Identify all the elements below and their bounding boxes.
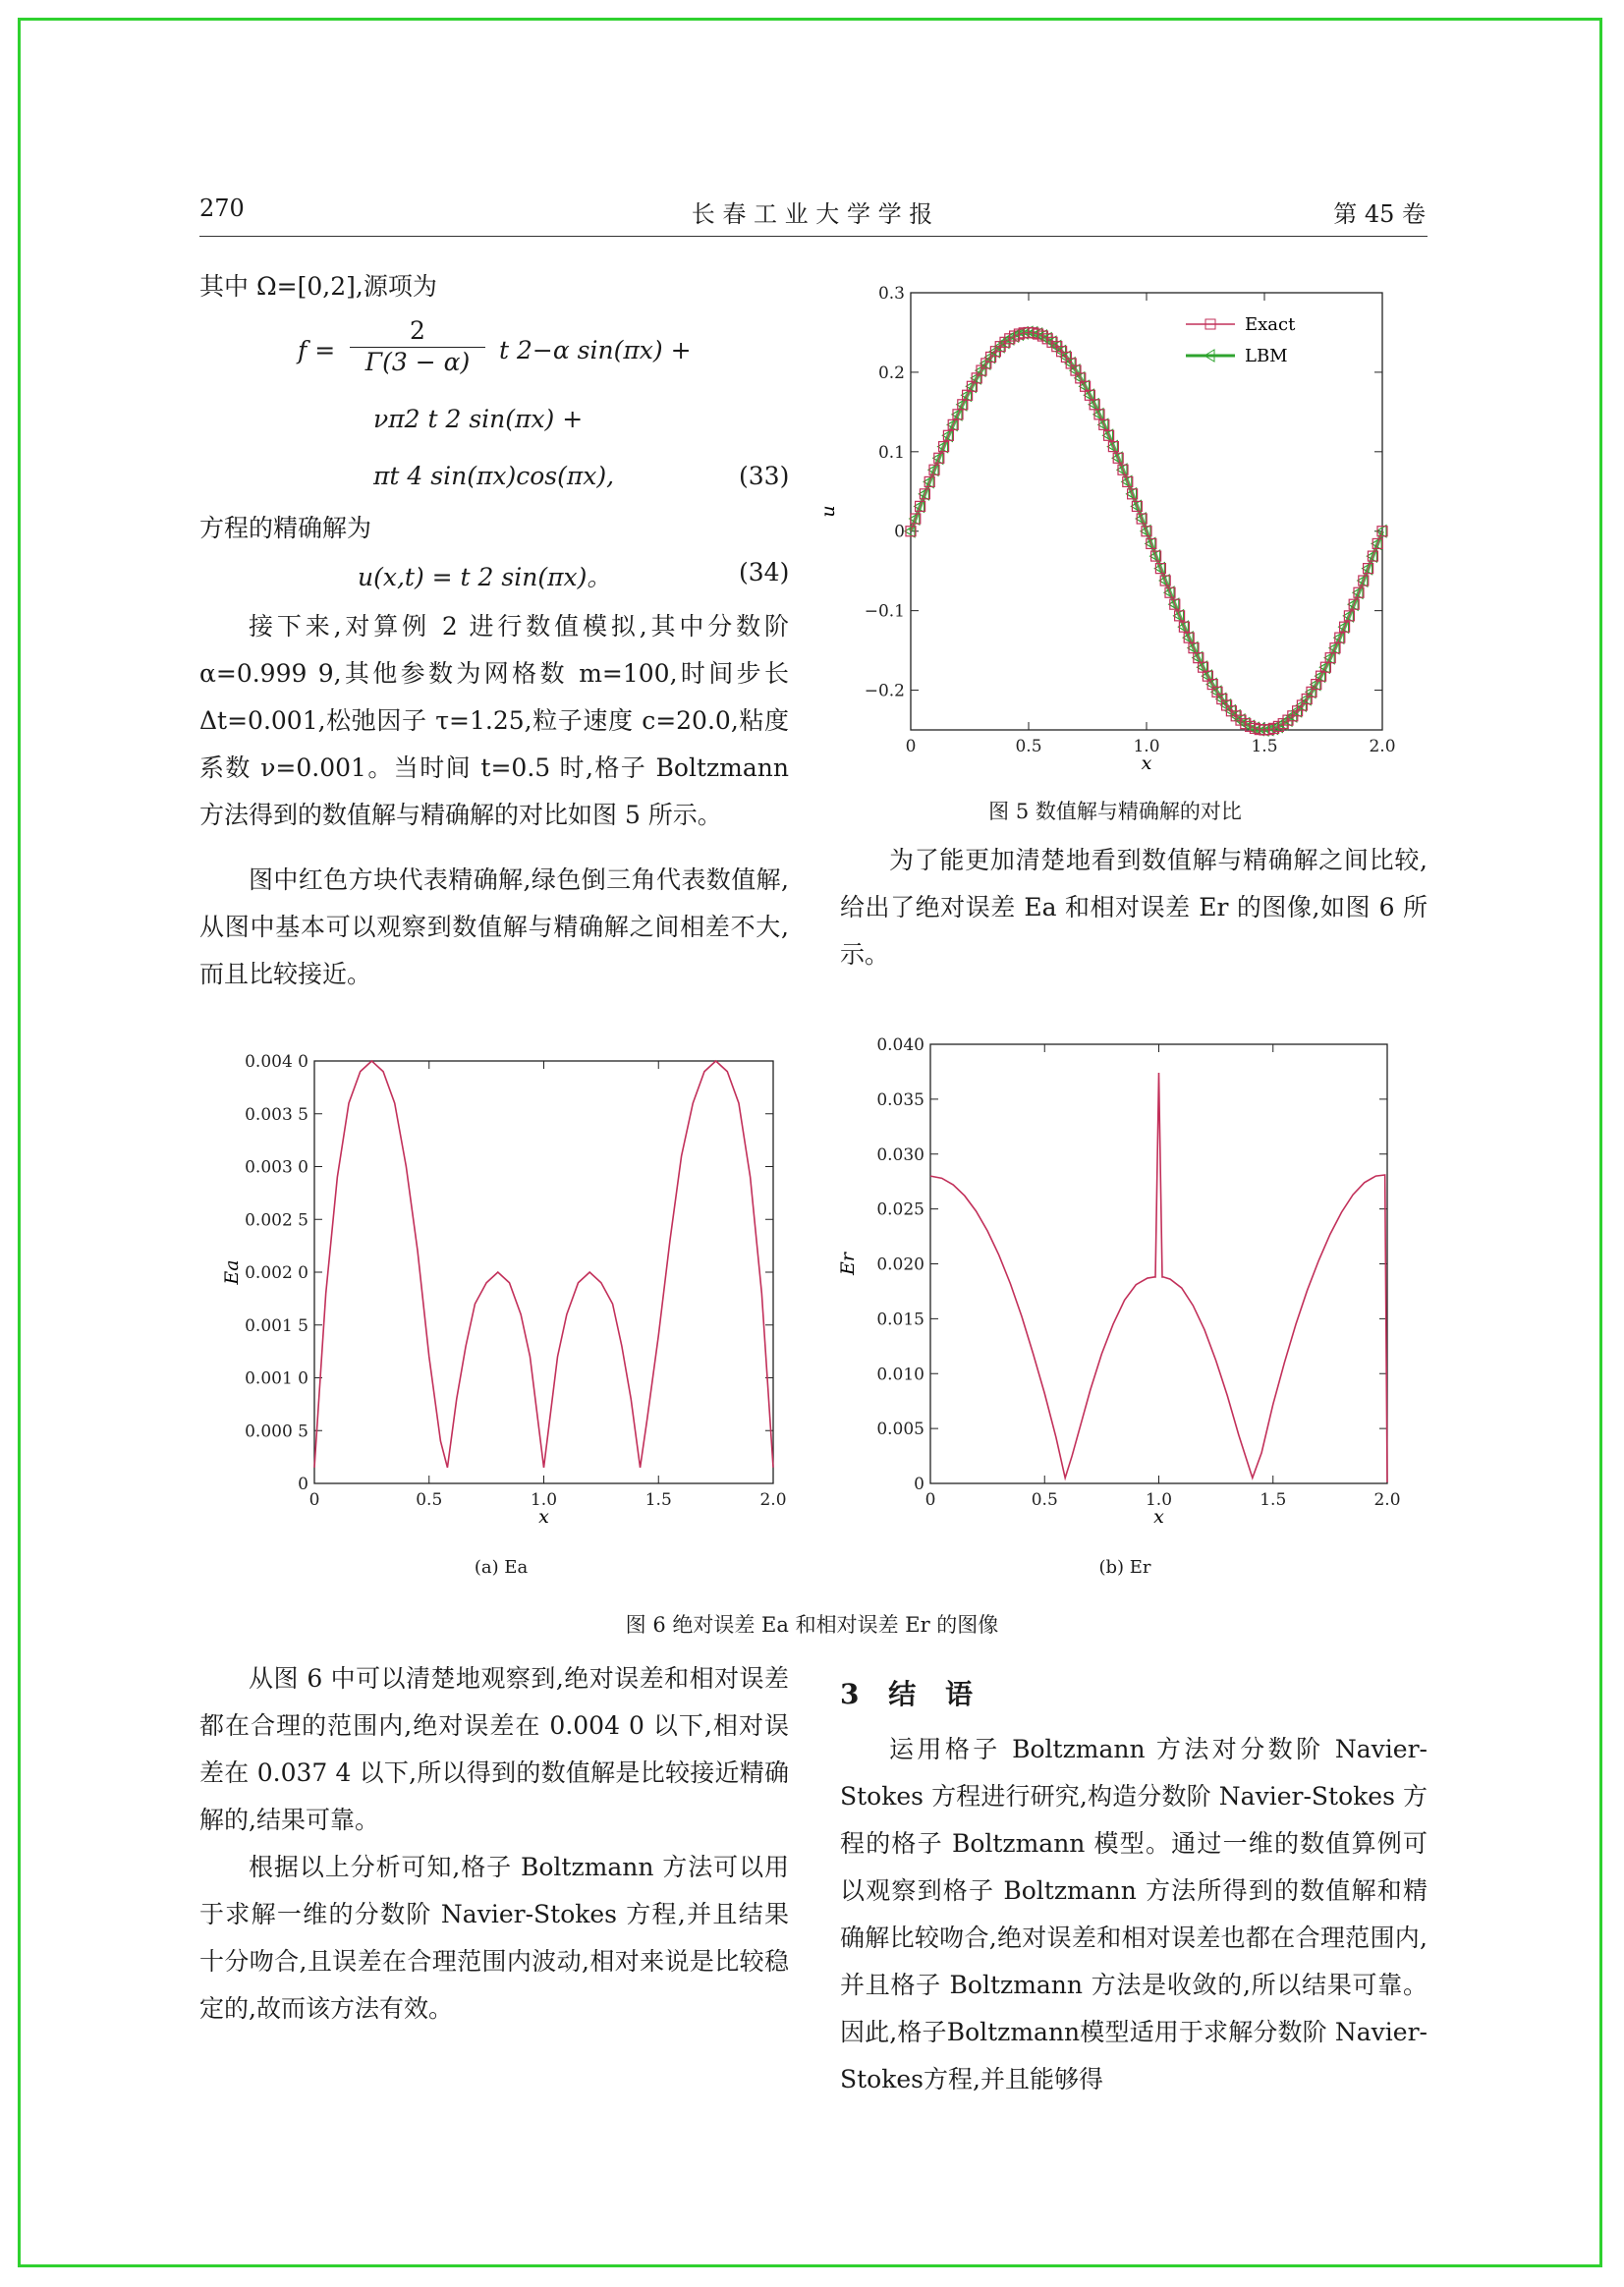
y-tick-label: 0 xyxy=(894,522,905,542)
page-number: 270 xyxy=(199,195,245,222)
y-tick-label: 0.015 xyxy=(876,1310,924,1330)
y-tick-label: 0 xyxy=(298,1475,308,1494)
x-tick-label: 1.5 xyxy=(1260,1490,1287,1510)
x-tick-label: 0 xyxy=(905,737,917,756)
paragraph-error-analysis: 从图 6 中可以清楚地观察到,绝对误差和相对误差都在合理的范围内,绝对误差在 0.004 0 以下,相对误差在 0.037 4 以下,所以得到的数值解是比较接近精确解的,结果可靠。 xyxy=(199,1664,789,1834)
y-axis-label: Er xyxy=(837,1253,859,1275)
y-tick-label: 0.004 0 xyxy=(245,1052,308,1072)
fig6-caption: 图 6 绝对误差 Ea 和相对误差 Er 的图像 xyxy=(625,1613,999,1637)
x-tick-label: 0.5 xyxy=(1015,737,1042,756)
eq33-line2: νπ2 t 2 sin(πx) + xyxy=(373,405,584,433)
y-tick-label: 0.1 xyxy=(877,442,905,463)
paragraph-method-validity: 根据以上分析可知,格子 Boltzmann 方法可以用于求解一维的分数阶 Navier-Stokes 方程,并且结果十分吻合,且误差在合理范围内波动,相对来说是比较稳定的,故而该方法有效。 xyxy=(199,1853,789,2023)
fig6b-subcaption: (b) Er xyxy=(1098,1557,1151,1578)
eq33-fraction-den: Γ(3 − α) xyxy=(364,348,471,376)
x-axis-label: x xyxy=(1141,753,1152,774)
header-rule xyxy=(199,236,1428,237)
paragraph-conclusion: 运用格子 Boltzmann 方法对分数阶 Navier-Stokes 方程进行研究,构造分数阶 Navier-Stokes 方程的格子 Boltzmann 模型。通过一维的数值算例可以观察到格子 Boltzmann 方法所得到的数值解和精确解比较吻合,绝对误差和相对误差也都在合理范围内,并且格子 Boltzmann 方法是收敛的,所以结果可靠。因此,格子Boltzmann模型适用于求解分数阶 Navier-Stokes方程,并且能够得 xyxy=(840,1735,1428,2093)
exact-series-line xyxy=(911,332,1382,730)
x-tick-label: 0 xyxy=(308,1490,320,1510)
x-tick-label: 2.0 xyxy=(1369,737,1396,756)
fig6a-chart xyxy=(206,1027,796,1537)
y-tick-label: 0.2 xyxy=(877,363,905,383)
eq33-fraction-num: 2 xyxy=(410,316,425,345)
x-tick-label: 0.5 xyxy=(1031,1490,1058,1510)
eq33-number: (33) xyxy=(739,462,790,490)
fig5-caption: 图 5 数值解与精确解的对比 xyxy=(988,800,1242,823)
x-tick-label: 2.0 xyxy=(759,1490,787,1510)
paragraph-fig6-intro: 为了能更加清楚地看到数值解与精确解之间比较,给出了绝对误差 Ea 和相对误差 Er 的图像,如图 6 所示。 xyxy=(840,846,1428,969)
y-tick-label: −0.1 xyxy=(864,601,905,622)
x-tick-label: 0.5 xyxy=(416,1490,443,1510)
y-tick-label: 0.003 0 xyxy=(245,1157,308,1178)
x-tick-label: 2.0 xyxy=(1373,1490,1401,1510)
section-heading-conclusion: 3 结 语 xyxy=(840,1678,982,1710)
y-tick-label: 0.002 5 xyxy=(245,1210,308,1231)
fig6b-series-line xyxy=(930,1073,1387,1482)
y-tick-label: 0.001 0 xyxy=(245,1368,308,1389)
y-tick-label: 0.030 xyxy=(876,1144,924,1165)
x-axis-label: x xyxy=(1153,1506,1164,1528)
y-tick-label: 0.010 xyxy=(876,1365,924,1385)
eq34-number: (34) xyxy=(739,558,790,586)
eq33-line3: πt 4 sin(πx)cos(πx), xyxy=(373,462,615,490)
fig6b-chart xyxy=(837,1027,1410,1537)
y-tick-label: 0.002 0 xyxy=(245,1263,308,1283)
exact-solution-intro: 方程的精确解为 xyxy=(199,514,372,542)
paragraph-simulation-setup: 接下来,对算例 2 进行数值模拟,其中分数阶 α=0.999 9,其他参数为网格数 m=100,时间步长 Δt=0.001,松弛因子 τ=1.25,粒子速度 c=20.0,粘度系数 ν=0.001。当时间 t=0.5 时,格子 Boltzmann 方法得到的数值解与精确解的对比如图 5 所示。 xyxy=(199,612,789,829)
domain-intro: 其中 Ω=[0,2],源项为 xyxy=(199,272,437,301)
journal-title: 长 春 工 业 大 学 学 报 xyxy=(691,200,933,228)
y-tick-label: 0.001 5 xyxy=(245,1315,308,1336)
y-tick-label: 0.020 xyxy=(876,1255,924,1275)
fig5-chart xyxy=(817,273,1396,784)
y-tick-label: 0.3 xyxy=(877,284,905,304)
volume-label: 第 45 卷 xyxy=(1333,200,1426,228)
y-tick-label: 0.035 xyxy=(876,1089,924,1110)
y-tick-label: −0.2 xyxy=(864,681,905,701)
y-tick-label: 0.040 xyxy=(876,1035,924,1055)
eq33-fraction xyxy=(344,316,491,376)
eq33-line1-rest: t 2−α sin(πx) + xyxy=(499,336,692,364)
x-tick-label: 1.0 xyxy=(1145,1490,1173,1510)
x-tick-label: 1.0 xyxy=(1133,737,1160,756)
plot-frame xyxy=(314,1061,773,1483)
x-axis-label: x xyxy=(538,1506,549,1528)
eq33-f-label: f = xyxy=(298,336,336,364)
paragraph-fig5-discussion: 图中红色方块代表精确解,绿色倒三角代表数值解,从图中基本可以观察到数值解与精确解之间相差不大,而且比较接近。 xyxy=(199,865,789,988)
y-tick-label: 0.000 5 xyxy=(245,1422,308,1442)
y-tick-label: 0.005 xyxy=(876,1420,924,1440)
legend-lbm-label: LBM xyxy=(1245,346,1288,366)
x-tick-label: 0 xyxy=(924,1490,936,1510)
fig6a-subcaption: (a) Ea xyxy=(474,1557,529,1578)
eq34: u(x,t) = t 2 sin(πx)。 xyxy=(358,563,612,591)
x-tick-label: 1.0 xyxy=(530,1490,558,1510)
y-tick-label: 0.025 xyxy=(876,1199,924,1220)
x-tick-label: 1.5 xyxy=(644,1490,672,1510)
y-tick-label: 0.003 5 xyxy=(245,1104,308,1125)
y-tick-label: 0 xyxy=(914,1475,924,1494)
fig6a-series-line xyxy=(314,1061,773,1468)
y-axis-label: u xyxy=(817,505,839,518)
x-tick-label: 1.5 xyxy=(1251,737,1278,756)
y-axis-label: Ea xyxy=(221,1259,243,1285)
legend-exact-label: Exact xyxy=(1245,314,1296,335)
